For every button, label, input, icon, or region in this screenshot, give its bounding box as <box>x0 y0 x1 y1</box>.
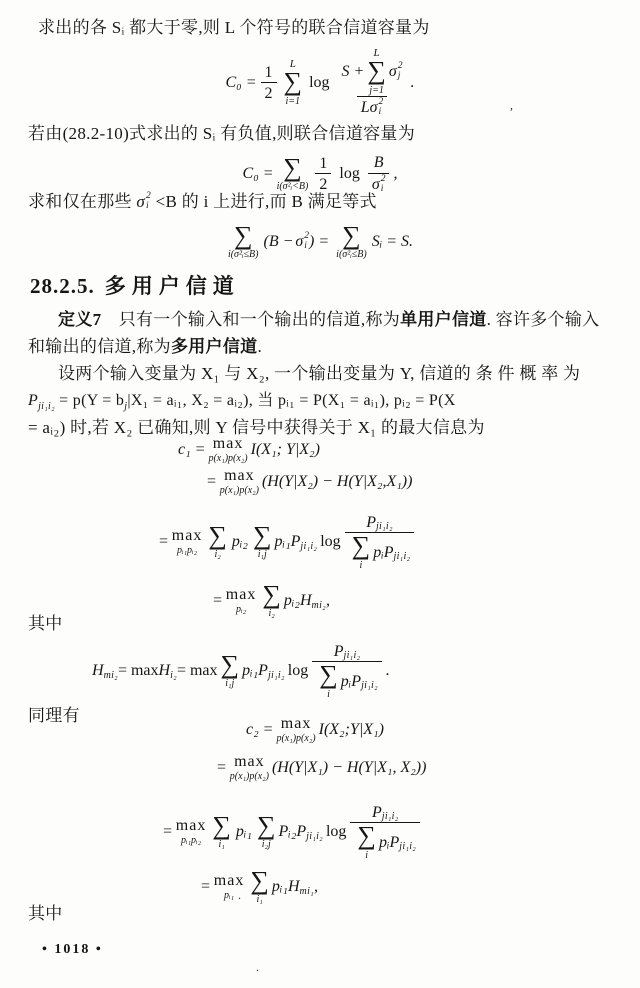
max-operator <box>220 468 259 496</box>
math-run: L <box>360 99 370 117</box>
subscript: ji₁i₂ <box>306 830 323 842</box>
max-under-script: pᵢ₁ <box>224 890 235 901</box>
subscript: i <box>380 183 384 194</box>
superscript: 2 <box>378 96 384 107</box>
text-run: 求和仅在那些 <box>28 192 137 211</box>
sigma-base: σ <box>369 99 378 117</box>
subscript: ji₁i₂ <box>343 649 361 661</box>
log-operator: log <box>287 662 309 679</box>
subscript: mi₁ <box>299 885 314 897</box>
subscript: j <box>124 401 128 412</box>
formula-end-punctuation: . <box>385 662 390 679</box>
math-run: pᵢ₁P <box>242 662 268 679</box>
log-operator: log <box>325 823 347 840</box>
sigma-glyph: ∑ <box>262 579 281 609</box>
sigma-base: σ <box>295 233 304 250</box>
math-run: = max <box>117 662 159 679</box>
max-label: max <box>212 435 244 452</box>
sigma-base: σ <box>136 192 146 211</box>
fraction-denominator <box>350 822 420 861</box>
section-title: 多用户信道 <box>104 274 240 298</box>
math-run: S + <box>341 63 365 81</box>
math-run: = max <box>176 662 218 679</box>
subscript: ji₁i₂ <box>38 401 55 412</box>
sigma-squared <box>295 232 309 252</box>
equation-c2-line-4 <box>200 864 318 910</box>
max-label: max <box>224 467 255 484</box>
math-run: P <box>333 643 344 661</box>
subscript: ji₁i₂ <box>300 540 318 552</box>
fraction-numerator <box>330 642 365 661</box>
sum-operator <box>351 531 371 571</box>
sum-lower-limit: i₂ <box>214 549 221 561</box>
sigma-squared <box>370 98 384 118</box>
equation-c1-line-2 <box>206 464 412 500</box>
max-under-script: p(x₁)p(x₂) <box>229 771 269 782</box>
sum-lower-limit: i=1 <box>285 95 301 107</box>
sum-lower-limit: i₁j <box>225 678 235 690</box>
text-run: |X₁ = aᵢ₁, X₂ = aᵢ₂), 当 pᵢ₁ = P(X₁ = aᵢ₁), pᵢ₂ = P(X <box>127 392 456 409</box>
sigma-base: σ <box>388 63 397 81</box>
fraction <box>312 642 382 700</box>
equation-lhs: c₁ = <box>178 441 206 458</box>
equation-c2-line-2 <box>216 750 426 786</box>
sigma-glyph: ∑ <box>256 810 276 840</box>
sigma-glyph: ∑ <box>252 520 272 550</box>
sum-upper-limit: L <box>373 47 380 60</box>
fraction-numerator: B <box>373 154 384 172</box>
section-heading <box>30 270 240 300</box>
subscript: ji₁i₂ <box>381 810 399 822</box>
log-operator: log <box>339 165 360 182</box>
subscript: i <box>146 201 149 212</box>
math-run: H <box>92 662 104 679</box>
superscript: 2 <box>397 61 403 72</box>
section-number: 28.2.5. <box>30 274 95 298</box>
sigma-glyph: ∑ <box>208 520 227 550</box>
equals-sign: = <box>216 759 227 776</box>
equals-sign: = <box>162 823 173 840</box>
scan-artifact: , <box>510 98 513 112</box>
sum-operator <box>336 220 367 261</box>
max-under-script: p(x₁)p(x₂) <box>219 485 259 496</box>
fraction-denominator: 2 <box>315 173 331 194</box>
max-label: max <box>171 527 203 544</box>
math-run: pᵢP <box>378 834 400 851</box>
fraction-denominator: 2 <box>261 82 277 103</box>
sum-lower-limit: j=1 <box>369 84 384 96</box>
max-label: max <box>213 872 245 889</box>
max-label: max <box>225 586 257 603</box>
math-run: (H(Y|X₁) − H(Y|X₁, X₂)) <box>271 759 427 776</box>
sigma-glyph: ∑ <box>351 531 371 561</box>
max-label: max <box>175 817 207 834</box>
math-run: I(X₂;Y|X₁) <box>318 721 384 738</box>
subscript: mi₂ <box>311 599 326 611</box>
sum-lower-limit: i(σ²ᵢ<B) <box>276 181 309 193</box>
fraction-denominator <box>357 96 388 118</box>
equals-sign: = <box>212 592 223 609</box>
subscript: ji₁i₂ <box>267 669 285 681</box>
sum-lower-limit: i₂j <box>261 839 271 851</box>
text-run: 和输出的信道,称为 <box>28 337 171 356</box>
sigma-glyph: ∑ <box>367 56 386 86</box>
sum-lower-limit: i <box>359 559 363 571</box>
setup-line-2 <box>28 389 456 412</box>
subscript: i <box>304 241 307 251</box>
sigma-glyph: ∑ <box>342 220 361 250</box>
fraction-one-half <box>315 154 331 194</box>
math-run: Pᵢ₂P <box>278 823 307 840</box>
sum-operator <box>212 810 231 851</box>
math-run: P <box>371 804 382 822</box>
max-operator <box>230 754 269 782</box>
math-run: Sᵢ = S. <box>371 233 414 250</box>
sigma-glyph: ∑ <box>319 660 338 690</box>
max-operator <box>172 528 203 556</box>
sum-lower-limit: i₁ <box>218 839 225 851</box>
fraction-numerator <box>368 803 403 822</box>
math-run: pᵢ₂H <box>283 592 312 609</box>
scan-artifact: . <box>256 960 259 974</box>
sum-operator <box>276 152 309 193</box>
fraction-one-half <box>261 63 277 103</box>
fraction <box>350 803 420 861</box>
max-operator <box>176 818 207 846</box>
math-run: ) <box>309 233 315 250</box>
text-run: = p(Y = b <box>54 392 125 409</box>
sigma-glyph: ∑ <box>357 821 376 851</box>
formula-end-punctuation: , <box>325 592 330 609</box>
formula-end-punctuation: , <box>313 878 318 895</box>
log-operator: log <box>320 533 341 550</box>
superscript: 2 <box>304 231 310 242</box>
connector-tongliyou: 同理有 <box>28 706 80 725</box>
log-operator: log <box>309 74 330 91</box>
sigma-glyph: ∑ <box>250 865 269 895</box>
setup-line-3: = aᵢ₂) 时,若 X₂ 已确知,则 Y 信号中获得关于 X₁ 的最大信息为 <box>28 418 485 437</box>
equals-sign: = <box>200 878 211 895</box>
sum-operator <box>319 660 338 700</box>
subscript: i₂ <box>170 669 177 681</box>
sum-lower-limit: i₁ <box>256 894 263 906</box>
definition-line-1 <box>58 308 599 333</box>
text-run: 只有一个输入和一个输出的信道,称为 <box>101 310 401 329</box>
equals-sign: = <box>318 233 330 250</box>
sum-lower-limit: i <box>365 849 369 861</box>
sigma-glyph: ∑ <box>212 810 231 840</box>
sum-operator <box>367 48 386 96</box>
sigma-base: σ <box>371 176 380 193</box>
formula-end-punctuation: . <box>410 74 415 91</box>
page-number: • 1018 • <box>42 942 103 957</box>
sum-operator <box>357 821 376 861</box>
equation-c1-line-3 <box>158 500 418 584</box>
fraction-numerator: 1 <box>319 154 328 172</box>
term-multi-user-channel: 多用户信道 <box>170 337 258 356</box>
math-run: H <box>158 662 171 679</box>
sum-lower-limit: i(σ²ᵢ≤B) <box>336 249 367 261</box>
formula-end-punctuation: , <box>393 165 398 182</box>
equation-lhs: c₂ = <box>246 721 274 738</box>
equation-c1-line-4 <box>212 578 330 624</box>
max-under-script: pᵢ₂ <box>236 604 247 615</box>
math-run: (H(Y|X₂) − H(Y|X₂,X₁)) <box>261 473 413 490</box>
max-label: max <box>280 715 312 732</box>
fraction-capacity <box>338 48 407 118</box>
scan-artifact: . <box>238 888 241 902</box>
sigma-squared <box>389 62 403 82</box>
math-run: pᵢ₂ <box>231 533 248 550</box>
subscript: i <box>378 106 382 117</box>
formula-power-constraint <box>0 214 640 270</box>
sum-operator <box>256 810 276 851</box>
fraction <box>345 513 415 571</box>
math-run: pᵢ₁ <box>235 823 252 840</box>
connector-qizhong-2: 其中 <box>28 904 63 923</box>
text-run: . 容许多个输入 <box>486 310 600 329</box>
sum-lower-limit: i₁j <box>257 549 267 561</box>
sum-upper-limit: L <box>289 58 296 71</box>
max-operator <box>226 587 257 615</box>
sum-operator <box>250 865 269 906</box>
setup-line-1: 设两个输入变量为 X₁ 与 X₂, 一个输出变量为 Y, 信道的 条 件 概 率 为 <box>58 364 581 383</box>
connector-qizhong-1: 其中 <box>28 614 63 633</box>
max-under-script: pᵢ₁pᵢ₂ <box>181 835 202 846</box>
sigma-glyph: ∑ <box>233 220 253 250</box>
text-run: . <box>257 337 263 356</box>
formula-lhs: C₀ = <box>242 165 274 182</box>
sum-operator <box>227 220 259 261</box>
sum-operator <box>252 520 272 561</box>
math-run: I(X₁; Y|X₂) <box>250 441 320 458</box>
subscript: ji₁i₂ <box>361 679 378 691</box>
subscript: ji₁i₂ <box>399 840 417 852</box>
equation-c2-line-3 <box>162 790 424 874</box>
term-single-user-channel: 单用户信道 <box>400 310 487 329</box>
equation-c1-line-1 <box>178 432 320 468</box>
intro-line-3 <box>28 190 377 215</box>
formula-h-mi2 <box>92 638 390 704</box>
subscript: ji₁i₂ <box>375 520 393 532</box>
fraction-numerator <box>338 48 407 96</box>
subscript: ji₁i₂ <box>393 550 411 562</box>
formula-joint-capacity-positive <box>0 44 640 122</box>
subscript: j <box>397 71 401 82</box>
text-run: <B 的 i 上进行,而 B 满足等式 <box>151 192 377 211</box>
sigma-glyph: ∑ <box>283 152 302 182</box>
sigma-squared <box>136 190 151 215</box>
definition-label: 定义7 <box>58 310 102 329</box>
math-run: pᵢP <box>373 544 394 561</box>
sum-lower-limit: i(σ²ᵢ≤B) <box>227 249 259 261</box>
sum-lower-limit: i <box>327 688 330 700</box>
sum-operator <box>220 649 240 690</box>
fraction-B-over-sigma <box>368 153 390 194</box>
max-operator <box>208 436 247 464</box>
superscript: 2 <box>380 173 386 184</box>
max-under-script: pᵢ₁pᵢ₂ <box>177 545 198 556</box>
equation-c2-line-1 <box>246 712 384 748</box>
max-operator <box>276 716 315 744</box>
fraction-denominator <box>312 661 382 700</box>
intro-line-1: 求出的各 Sᵢ 都大于零,则 L 个符号的联合信道容量为 <box>38 18 430 37</box>
sum-lower-limit: i₂ <box>268 608 275 620</box>
intro-line-2: 若由(28.2-10)式求出的 Sᵢ 有负值,则联合信道容量为 <box>28 124 416 143</box>
sum-operator <box>284 59 303 107</box>
math-run: pᵢP <box>340 673 362 690</box>
math-run: P <box>366 514 376 532</box>
fraction-numerator: 1 <box>264 63 273 81</box>
formula-lhs: C₀ = <box>225 74 257 91</box>
max-label: max <box>234 753 265 770</box>
max-under-script: p(x₁)p(x₂) <box>208 453 248 464</box>
sigma-glyph: ∑ <box>220 649 240 679</box>
sum-operator <box>262 579 281 620</box>
superscript: 2 <box>146 191 152 202</box>
max-under-script: p(x₁)p(x₂) <box>276 733 316 744</box>
math-run: P <box>28 392 39 409</box>
fraction-numerator <box>362 513 397 532</box>
sigma-glyph: ∑ <box>283 67 303 97</box>
math-run: pᵢ₁P <box>274 533 301 550</box>
math-run: pᵢ₁H <box>271 878 300 895</box>
sum-operator <box>208 520 227 561</box>
fraction-denominator <box>345 532 415 571</box>
subscript: mi₂ <box>103 669 118 681</box>
definition-line-2 <box>28 335 262 360</box>
equals-sign: = <box>206 473 217 490</box>
math-run: (B − <box>263 233 294 250</box>
equals-sign: = <box>158 533 169 550</box>
